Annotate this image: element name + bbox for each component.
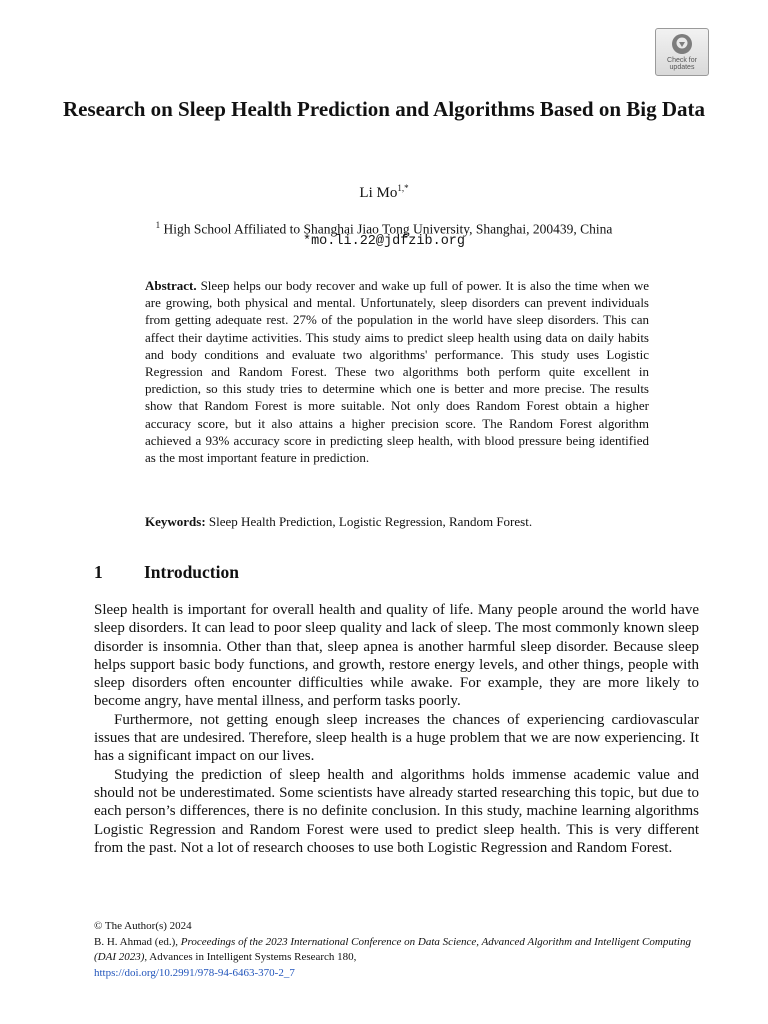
check-for-updates-icon [670, 32, 694, 56]
abstract-label: Abstract. [145, 278, 197, 293]
author-name: Li Mo [359, 185, 398, 201]
badge-label: Check for updates [667, 57, 697, 71]
keywords-text: Sleep Health Prediction, Logistic Regression, Random Forest. [208, 514, 533, 529]
check-for-updates-badge[interactable] [655, 28, 709, 76]
affiliation-sup: 1 [155, 220, 161, 230]
body-text [94, 601, 699, 857]
author-line [0, 183, 768, 202]
doi-link[interactable]: https://doi.org/10.2991/978-94-6463-370-2_7 [94, 966, 295, 979]
citation-series: , Advances in Intelligent Systems Research 180, [144, 951, 357, 964]
paper-title: Research on Sleep Health Prediction and Algorithms Based on Big Data [62, 97, 706, 121]
citation-proceedings: Proceedings of the 2023 International Conference on Data Science, Advanced Algorithm and Intelligent Computing (DAI 2023) [94, 935, 691, 964]
keywords [145, 514, 649, 530]
citation [94, 935, 714, 966]
email[interactable]: *mo.li.22@jdfzib.org [302, 234, 466, 249]
section-heading [94, 562, 239, 583]
abstract-text: Sleep helps our body recover and wake up full of power. It is also the time when we are growing, both physical and mental. Unfortunately, sleep disorders can prevent individuals from getting adequate rest. 27% of the population in the world have sleep disorders. This can affect their daytime activities. This study aims to predict sleep health using data on daily habits and body conditions and evaluate two algorithms' performance. This study uses Logistic Regression and Random Forest. These two algorithms both perform quite excellent in prediction, so this study tries to determine which one is better and more precise. The results show that Random Forest is more suitable. Not only does Random Forest obtain a higher accuracy score, but it also attains a higher precision score. The Random Forest algorithm achieved a 93% accuracy score in predicting sleep health, with blood pressure being identified as the most important feature in prediction. [145, 278, 650, 466]
citation-editor: B. H. Ahmad (ed.), [94, 935, 179, 948]
keywords-label: Keywords: [145, 514, 206, 529]
paragraph: Sleep health is important for overall health and quality of life. Many people around the world have sleep disorders. It can lead to poor sleep quality and lack of sleep. The most commonly known sleep disorder is insomnia. Other than that, sleep apnea is another harmful sleep disorder. Because sleep helps support basic body functions, and growth, restore energy levels, and other things, people with sleep disorders often encounter difficulties while awake. For example, they are more likely to become angry, have mental illness, and perform tasks poorly. [94, 602, 699, 710]
section-number: 1 [94, 562, 103, 582]
paragraph: Studying the prediction of sleep health and algorithms holds immense academic value and should not be underestimated. Some scientists have already started researching this topic, but due to each person’s differences, there is no definite conclusion. In this study, machine learning algorithms Logistic Regression and Random Forest were used to predict sleep health. This is very different from the past. Not a lot of research chooses to use both Logistic Regression and Random Forest. [94, 766, 699, 856]
paragraph: Furthermore, not getting enough sleep increases the chances of experiencing cardiovascular issues that are undesired. Therefore, sleep health is a huge problem that we are now experiencing. It has a significant impact on our lives. [94, 711, 699, 765]
affiliation-text: High School Affiliated to Shanghai Jiao Tong University, Shanghai, 200439, China [163, 221, 613, 237]
author-sup: 1,* [397, 183, 409, 193]
copyright: © The Author(s) 2024 [94, 920, 192, 932]
section-title: Introduction [144, 562, 239, 582]
footer [94, 919, 714, 981]
abstract [145, 277, 649, 466]
